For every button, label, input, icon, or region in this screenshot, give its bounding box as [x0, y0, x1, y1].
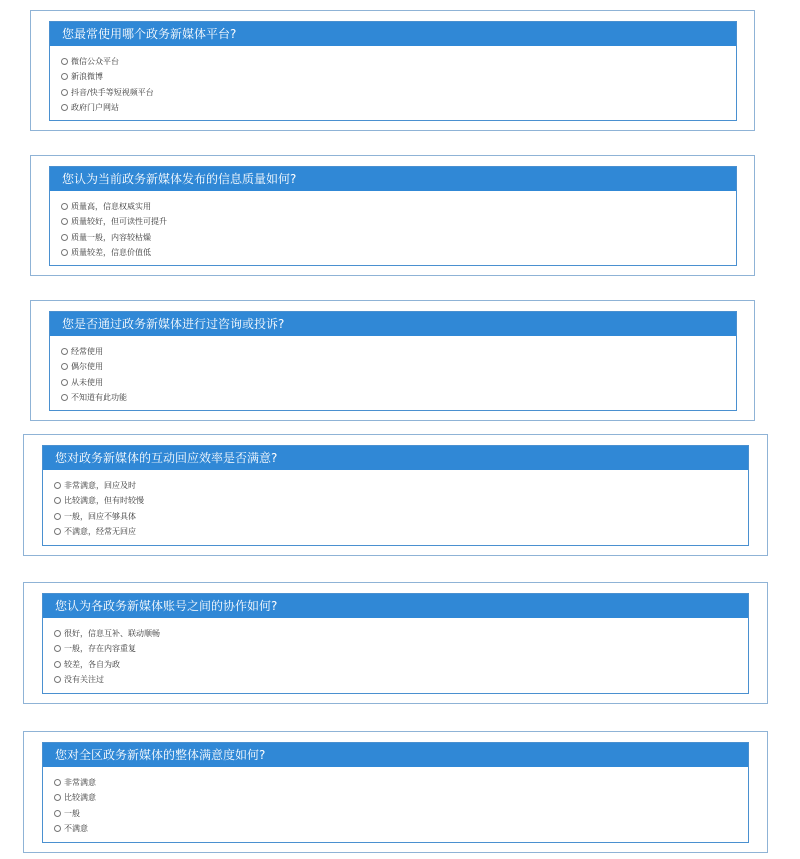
- question-panel-5: [42, 593, 749, 694]
- question-title-2: 您认为当前政务新媒体发布的信息质量如何?: [50, 167, 736, 191]
- option-list-2: [50, 191, 736, 260]
- radio-button[interactable]: [54, 661, 61, 668]
- option-6-2[interactable]: [43, 790, 748, 805]
- option-5-3[interactable]: [43, 657, 748, 672]
- question-panel-1: [49, 21, 737, 121]
- question-card-2: [30, 155, 755, 276]
- radio-button[interactable]: [54, 810, 61, 817]
- option-4-4[interactable]: [43, 524, 748, 539]
- option-label: 一般，存在内容重复: [64, 644, 136, 654]
- option-label: 比较满意，但有时较慢: [64, 496, 144, 506]
- radio-button[interactable]: [54, 630, 61, 637]
- option-label: 质量高，信息权威实用: [71, 202, 151, 212]
- option-list-4: [43, 470, 748, 539]
- option-4-3[interactable]: [43, 509, 748, 524]
- option-label: 质量较差，信息价值低: [71, 248, 151, 258]
- option-4-2[interactable]: [43, 493, 748, 508]
- question-card-6: [23, 731, 768, 853]
- question-panel-4: [42, 445, 749, 546]
- radio-button[interactable]: [54, 482, 61, 489]
- question-card-4: [23, 434, 768, 556]
- question-panel-2: [49, 166, 737, 266]
- option-1-1[interactable]: [50, 54, 736, 69]
- option-1-2[interactable]: [50, 69, 736, 84]
- radio-button[interactable]: [54, 676, 61, 683]
- option-label: 质量较好，但可读性可提升: [71, 217, 167, 227]
- option-4-1[interactable]: [43, 478, 748, 493]
- question-title-6: 您对全区政务新媒体的整体满意度如何?: [43, 743, 748, 767]
- radio-button[interactable]: [54, 825, 61, 832]
- question-panel-6: [42, 742, 749, 843]
- option-2-3[interactable]: [50, 230, 736, 245]
- option-label: 经常使用: [71, 347, 103, 357]
- option-label: 很好，信息互补、联动顺畅: [64, 629, 160, 639]
- option-5-2[interactable]: [43, 641, 748, 656]
- option-label: 政府门户网站: [71, 103, 119, 113]
- option-label: 偶尔使用: [71, 362, 103, 372]
- option-label: 非常满意，回应及时: [64, 481, 136, 491]
- option-list-3: [50, 336, 736, 405]
- radio-button[interactable]: [61, 363, 68, 370]
- radio-button[interactable]: [61, 203, 68, 210]
- radio-button[interactable]: [54, 794, 61, 801]
- question-card-5: [23, 582, 768, 704]
- question-title-4: 您对政务新媒体的互动回应效率是否满意?: [43, 446, 748, 470]
- option-3-1[interactable]: [50, 344, 736, 359]
- radio-button[interactable]: [61, 249, 68, 256]
- radio-button[interactable]: [61, 73, 68, 80]
- option-3-4[interactable]: [50, 390, 736, 405]
- option-3-3[interactable]: [50, 375, 736, 390]
- radio-button[interactable]: [61, 58, 68, 65]
- question-title-5: 您认为各政务新媒体账号之间的协作如何?: [43, 594, 748, 618]
- radio-button[interactable]: [61, 104, 68, 111]
- question-panel-3: [49, 311, 737, 411]
- option-1-4[interactable]: [50, 100, 736, 115]
- option-6-1[interactable]: [43, 775, 748, 790]
- option-6-3[interactable]: [43, 806, 748, 821]
- radio-button[interactable]: [61, 218, 68, 225]
- option-2-4[interactable]: [50, 245, 736, 260]
- radio-button[interactable]: [54, 645, 61, 652]
- option-label: 不满意，经常无回应: [64, 527, 136, 537]
- option-list-5: [43, 618, 748, 687]
- question-title-3: 您是否通过政务新媒体进行过咨询或投诉?: [50, 312, 736, 336]
- option-label: 抖音/快手等短视频平台: [71, 87, 154, 97]
- radio-button[interactable]: [61, 348, 68, 355]
- radio-button[interactable]: [61, 379, 68, 386]
- option-label: 比较满意: [64, 793, 96, 803]
- option-label: 从未使用: [71, 377, 103, 387]
- radio-button[interactable]: [54, 528, 61, 535]
- question-card-1: [30, 10, 755, 131]
- option-label: 新浪微博: [71, 72, 103, 82]
- radio-button[interactable]: [54, 513, 61, 520]
- option-list-1: [50, 46, 736, 115]
- option-5-1[interactable]: [43, 626, 748, 641]
- radio-button[interactable]: [54, 497, 61, 504]
- question-card-3: [30, 300, 755, 421]
- radio-button[interactable]: [61, 394, 68, 401]
- option-5-4[interactable]: [43, 672, 748, 687]
- option-label: 不满意: [64, 824, 88, 834]
- option-2-2[interactable]: [50, 214, 736, 229]
- option-label: 较差，各自为政: [64, 659, 120, 669]
- option-label: 一般: [64, 808, 80, 818]
- option-list-6: [43, 767, 748, 836]
- option-label: 一般，回应不够具体: [64, 511, 136, 521]
- option-label: 没有关注过: [64, 675, 104, 685]
- option-3-2[interactable]: [50, 359, 736, 374]
- question-title-1: 您最常使用哪个政务新媒体平台?: [50, 22, 736, 46]
- option-label: 质量一般，内容较枯燥: [71, 232, 151, 242]
- option-6-4[interactable]: [43, 821, 748, 836]
- radio-button[interactable]: [61, 234, 68, 241]
- option-2-1[interactable]: [50, 199, 736, 214]
- option-label: 微信公众平台: [71, 57, 119, 67]
- option-label: 不知道有此功能: [71, 393, 127, 403]
- radio-button[interactable]: [61, 89, 68, 96]
- option-1-3[interactable]: [50, 85, 736, 100]
- option-label: 非常满意: [64, 778, 96, 788]
- radio-button[interactable]: [54, 779, 61, 786]
